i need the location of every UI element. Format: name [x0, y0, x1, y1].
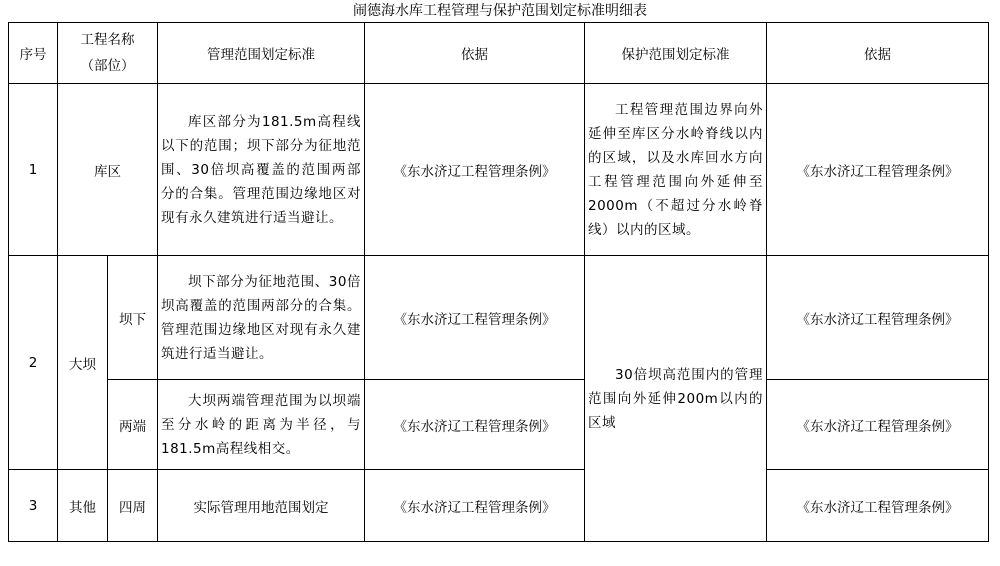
row-seq: 2 [9, 256, 58, 470]
protect-standard: 30倍坝高范围内的管理范围向外延伸200m以内的区域 [585, 256, 767, 542]
basis-2: 《东水济辽工程管理条例》 [767, 84, 989, 256]
header-project-name: 工程名称 [80, 32, 135, 48]
basis: 《东水济辽工程管理条例》 [365, 84, 585, 256]
project-name: 库区 [58, 84, 158, 256]
header-basis: 依据 [365, 23, 585, 84]
mgmt-standard: 坝下部分为征地范围、30倍坝高覆盖的范围两部分的合集。管理范围边缘地区对现有永久建筑进行适当避让。 [158, 256, 365, 380]
basis: 《东水济辽工程管理条例》 [365, 256, 585, 380]
header-seq: 序号 [9, 23, 58, 84]
table-row [9, 380, 989, 470]
row-seq: 1 [9, 84, 58, 256]
table-title: 闹德海水库工程管理与保护范围划定标准明细表 [353, 3, 647, 19]
header-project [58, 23, 158, 84]
header-mgmt-standard: 管理范围划定标准 [158, 23, 365, 84]
header-basis-2: 依据 [767, 23, 989, 84]
basis-2: 《东水济辽工程管理条例》 [767, 380, 989, 470]
project-name: 其他 [58, 470, 108, 542]
mgmt-standard: 实际管理用地范围划定 [158, 470, 365, 542]
protect-standard: 工程管理范围边界向外延伸至库区分水岭脊线以内的区域，以及水库回水方向工程管理范围向外延伸至2000m（不超过分水岭脊线）以内的区域。 [585, 84, 767, 256]
mgmt-standard: 大坝两端管理范围为以坝端至分水岭的距离为半径，与181.5m高程线相交。 [158, 380, 365, 470]
table-row [9, 470, 989, 542]
table-row [9, 256, 989, 380]
standards-table [8, 22, 989, 542]
project-part: 两端 [108, 380, 158, 470]
mgmt-standard: 库区部分为181.5m高程线以下的范围；坝下部分为征地范围、30倍坝高覆盖的范围两部分的合集。管理范围边缘地区对现有永久建筑进行适当避让。 [158, 84, 365, 256]
row-seq: 3 [9, 470, 58, 542]
project-part: 坝下 [108, 256, 158, 380]
basis-2: 《东水济辽工程管理条例》 [767, 470, 989, 542]
basis: 《东水济辽工程管理条例》 [365, 470, 585, 542]
header-project-part: （部位） [80, 58, 135, 74]
basis: 《东水济辽工程管理条例》 [365, 380, 585, 470]
basis-2: 《东水济辽工程管理条例》 [767, 256, 989, 380]
header-row [9, 23, 989, 84]
table-row [9, 84, 989, 256]
header-protect-standard: 保护范围划定标准 [585, 23, 767, 84]
project-part: 四周 [108, 470, 158, 542]
project-name: 大坝 [58, 256, 108, 470]
